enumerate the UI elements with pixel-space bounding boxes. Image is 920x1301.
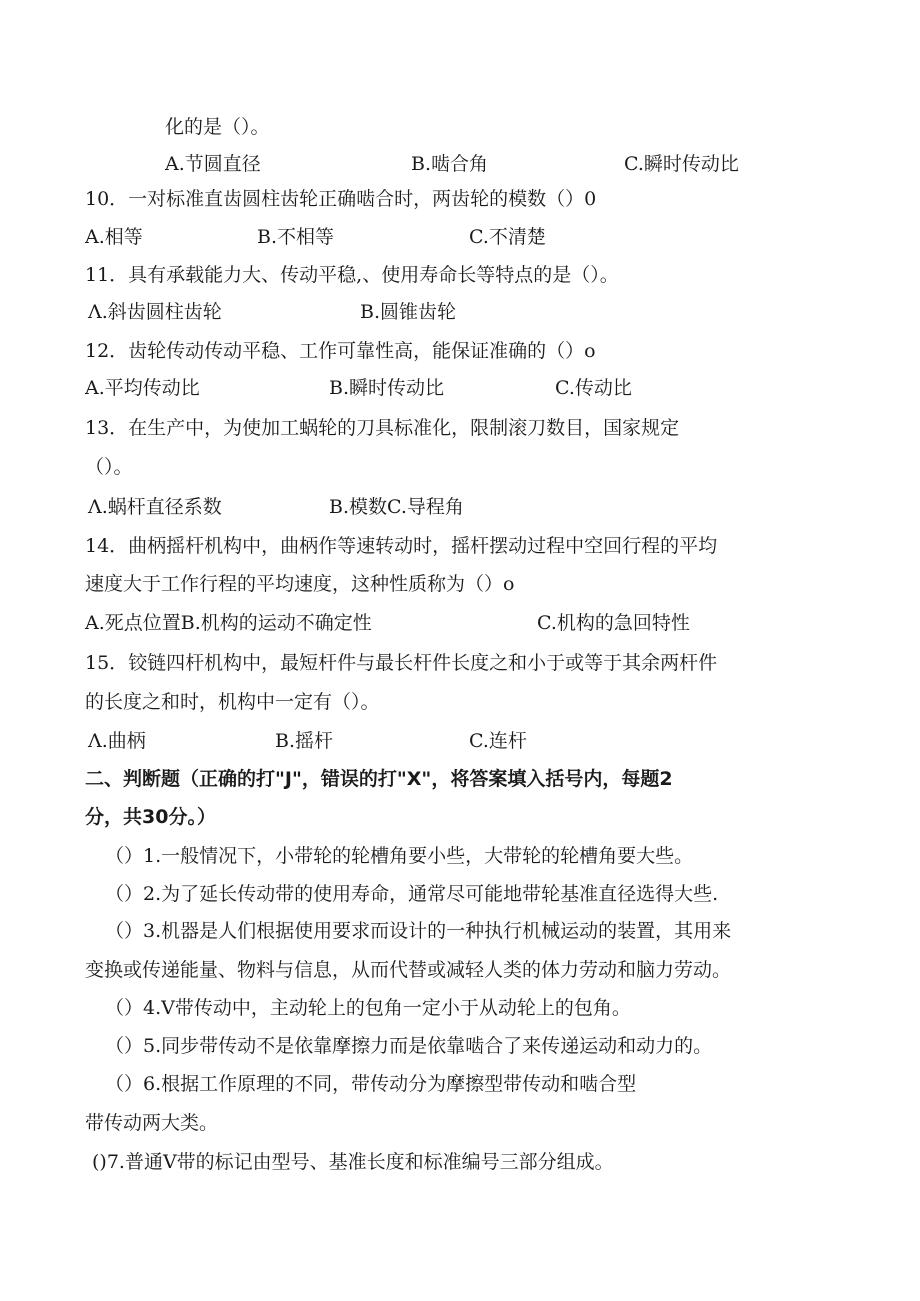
q11-stem: 11．具有承载能力大、传动平稳,、使用寿命长等特点的是（）。 [85, 264, 619, 286]
q13-stem: 13．在生产中，为使加工蜗轮的刀具标准化，限制滚刀数目，国家规定 [85, 417, 680, 439]
q14-stem: 14．曲柄摇杆机构中，曲柄作等速转动时，摇杆摆动过程中空回行程的平均 [85, 535, 718, 557]
tf-item-6: （）6.根据工作原理的不同，带传动分为摩擦型带传动和啮合型 [105, 1073, 637, 1095]
q9-stem-continued: 化的是（）。 [165, 116, 270, 138]
q12-stem: 12．齿轮传动传动平稳、工作可靠性高，能保证准确的（）o [85, 340, 596, 362]
q12-option-b: B.瞬时传动比 [329, 377, 445, 399]
q9-option-c: C.瞬时传动比 [624, 153, 739, 175]
q10-option-c: C.不清楚 [469, 226, 546, 248]
q13-stem-continued: （）。 [85, 456, 133, 478]
q10-stem: 10．一对标准直齿圆柱齿轮正确啮合时，两齿轮的模数（）0 [85, 188, 597, 210]
tf-item-2: （）2.为了延长传动带的使用寿命，通常尽可能地带轮基准直径选得大些. [105, 883, 719, 905]
q11-option-a: Λ.斜齿圆柱齿轮 [88, 301, 222, 323]
q9-option-a: A.节圆直径 [165, 153, 261, 175]
q9-option-b: B.啮合角 [411, 153, 489, 175]
q15-stem: 15．铰链四杆机构中，最短杆件与最长杆件长度之和小于或等于其余两杆件 [85, 652, 718, 674]
tf-item-3-continued: 变换或传递能量、物料与信息，从而代替或减轻人类的体力劳动和脑力劳动。 [85, 959, 732, 981]
q13-option-a: Λ.蜗杆直径系数 [88, 496, 222, 518]
q15-option-a: Λ.曲柄 [88, 730, 146, 752]
q10-option-a: A.相等 [85, 226, 143, 248]
tf-item-3: （）3.机器是人们根据使用要求而设计的一种执行机械运动的装置，其用来 [105, 920, 732, 942]
q11-option-b: B.圆锥齿轮 [360, 301, 457, 323]
tf-item-6-continued: 带传动两大类。 [85, 1112, 219, 1134]
q14-stem-continued: 速度大于工作行程的平均速度，这种性质称为（）o [85, 573, 515, 595]
q12-option-c: C.传动比 [555, 377, 632, 399]
q15-stem-continued: 的长度之和时，机构中一定有（）。 [85, 691, 380, 713]
q14-option-c: C.机构的急回特性 [537, 612, 690, 634]
q14-option-ab: A.死点位置B.机构的运动不确定性 [85, 612, 372, 634]
tf-item-5: （）5.同步带传动不是依靠摩擦力而是依靠啮合了来传递运动和动力的。 [105, 1035, 713, 1057]
q10-option-b: B.不相等 [257, 226, 335, 248]
q15-option-c: C.连杆 [469, 730, 527, 752]
tf-item-4: （）4.V带传动中，主动轮上的包角一定小于从动轮上的包角。 [105, 997, 631, 1019]
q13-option-bc: B.模数C.导程角 [329, 496, 464, 518]
tf-item-7: ()7.普通V带的标记由型号、基准长度和标准编号三部分组成。 [92, 1151, 614, 1173]
tf-item-1: （）1.一般情况下，小带轮的轮槽角要小些，大带轮的轮槽角要大些。 [105, 845, 694, 867]
section-heading: 二、判断题（正确的打"J"，错误的打"X"，将答案填入括号内，每题2 [85, 768, 673, 790]
section-heading-continued: 分，共30分。） [85, 806, 216, 828]
q12-option-a: A.平均传动比 [85, 377, 200, 399]
q15-option-b: B.摇杆 [275, 730, 334, 752]
